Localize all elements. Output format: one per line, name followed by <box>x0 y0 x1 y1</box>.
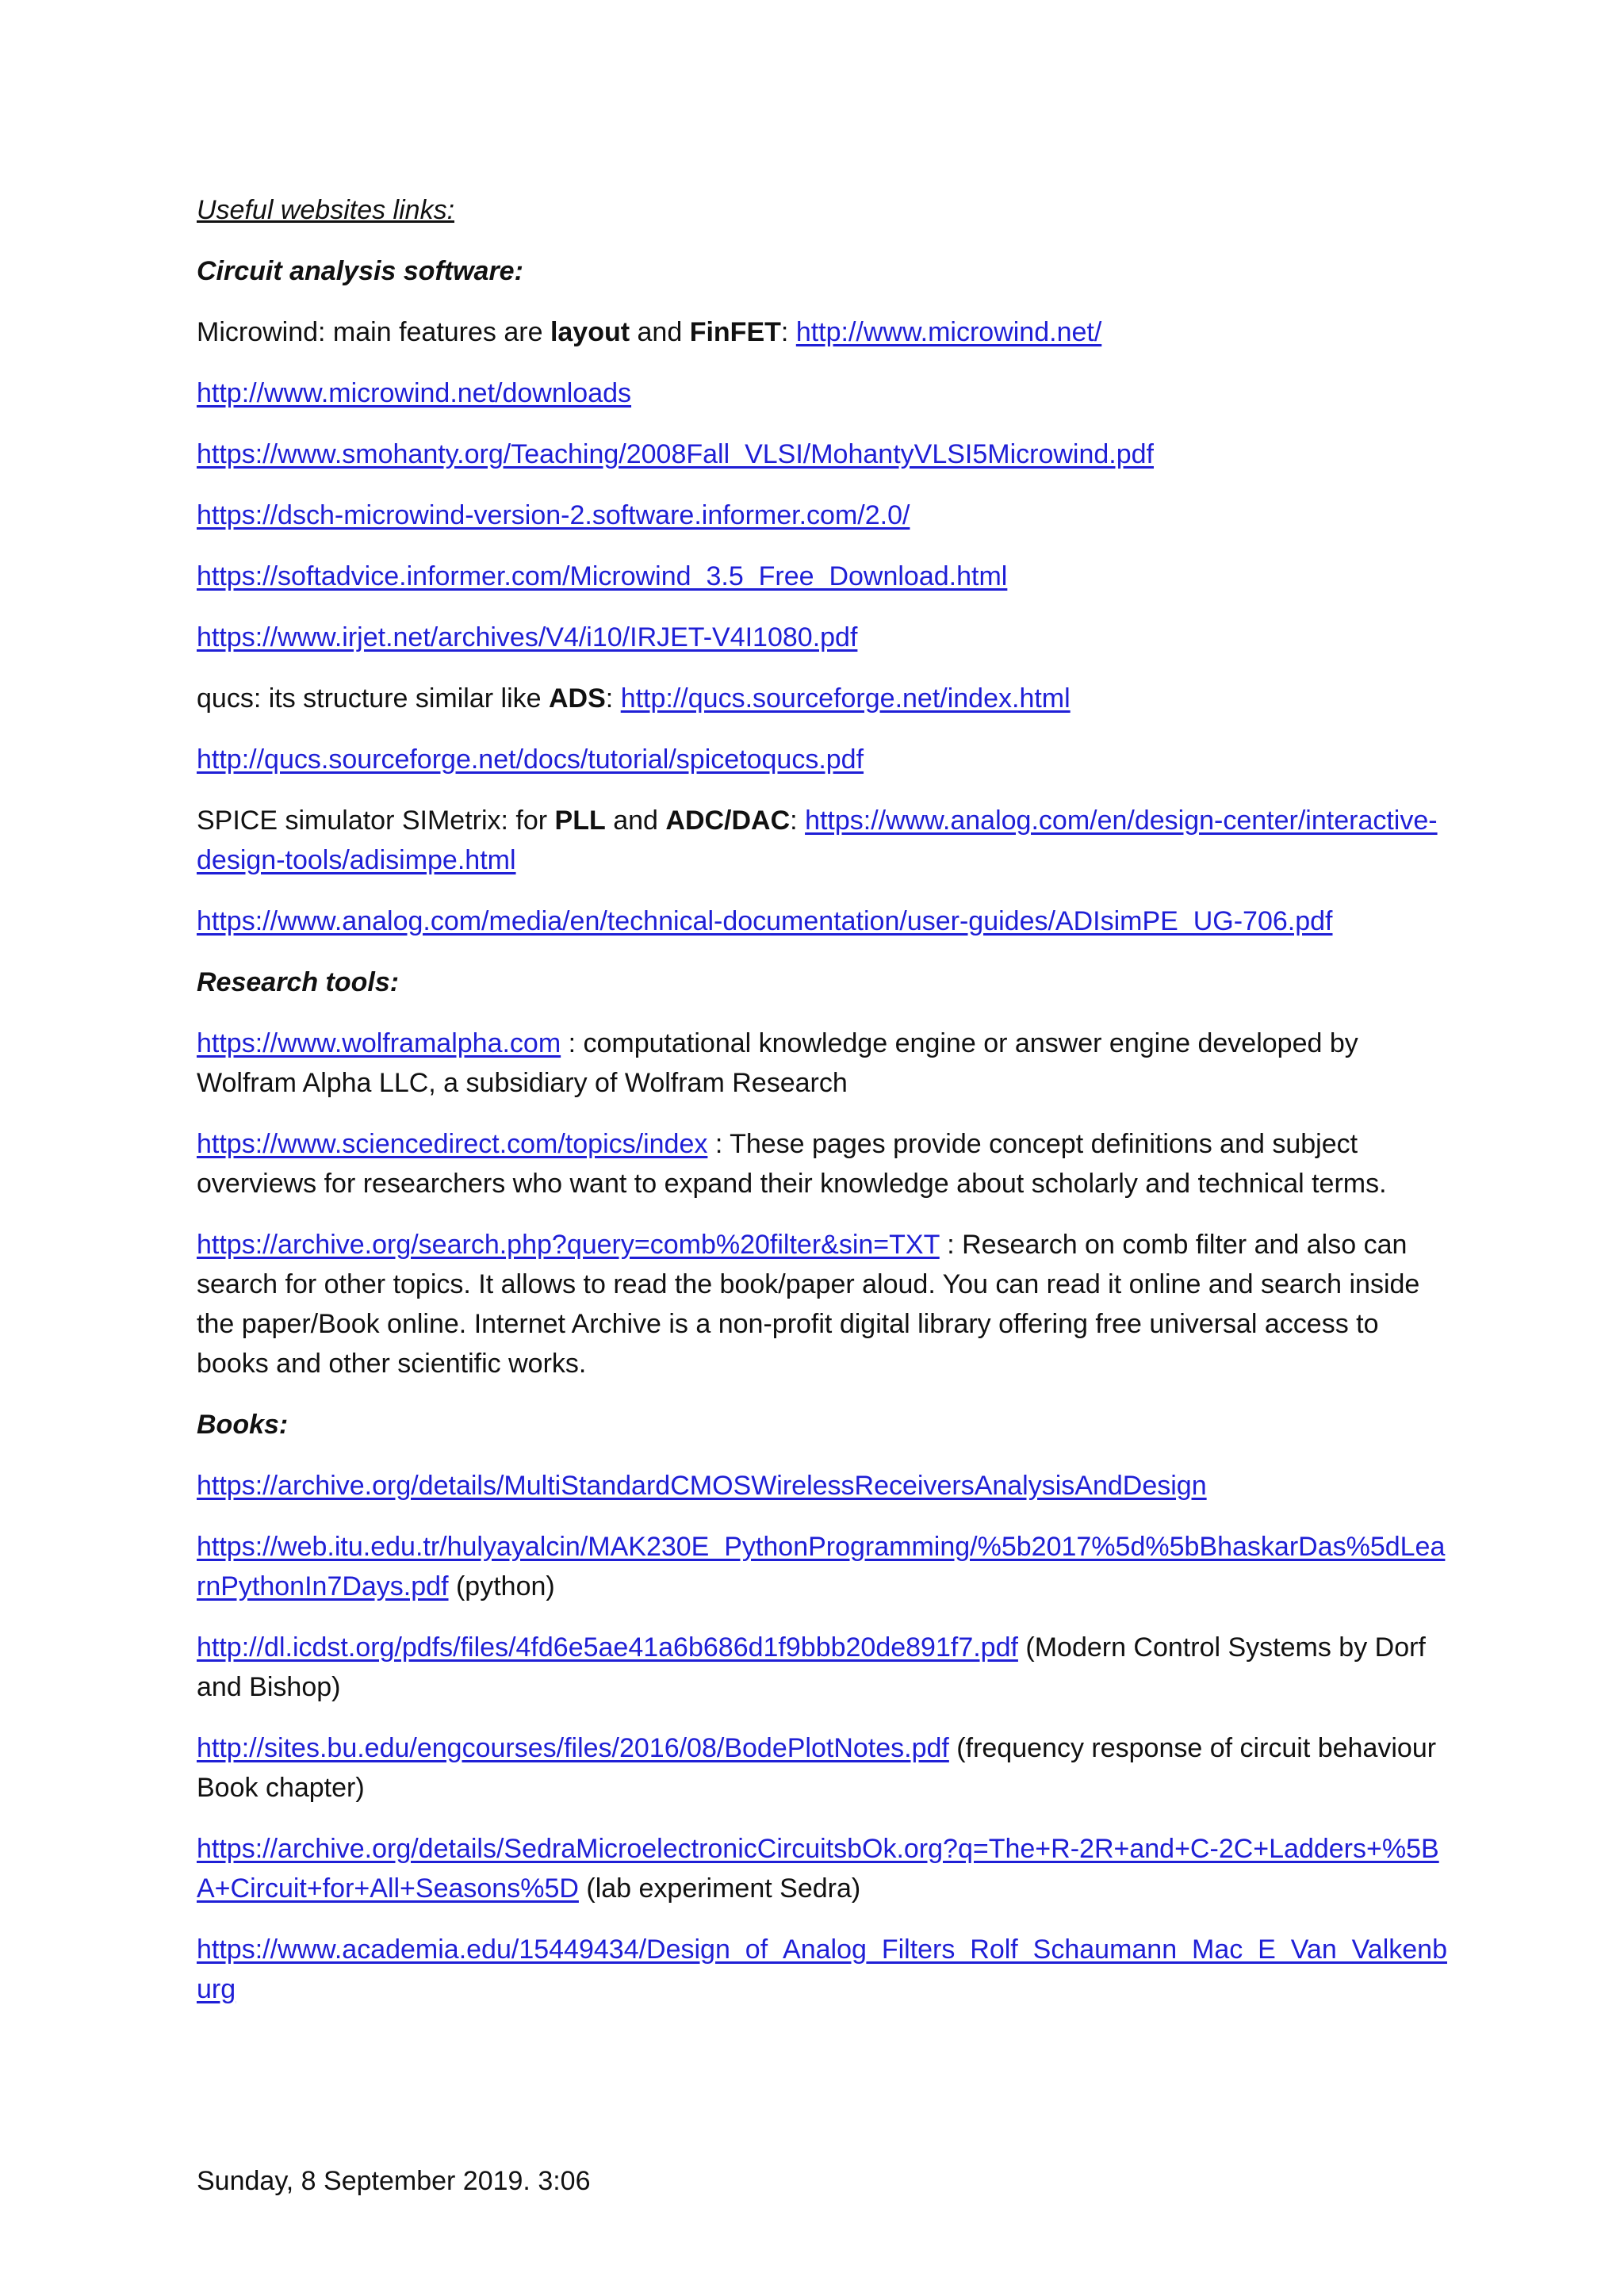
qucs-prefix: qucs: its structure similar like <box>197 683 549 714</box>
research-description: : Research on comb filter and also can search for other topics. It allows to read the book/paper aloud. You can read it online and search inside the paper/Book online. Internet Archive is a non-profit digital library offering free universal access to books and other scientific works. <box>197 1230 1420 1379</box>
microwind-prefix: Microwind: main features are <box>197 317 550 347</box>
spice-bold-adcdac: ADC/DAC <box>665 806 791 836</box>
qucs-line <box>197 679 1450 718</box>
book-item <box>197 1628 1450 1707</box>
qucs-tutorial-link[interactable]: http://qucs.sourceforge.net/docs/tutorial/spicetoqucs.pdf <box>197 744 864 775</box>
list-item <box>197 557 1450 596</box>
book-sedra-link[interactable]: https://archive.org/details/SedraMicroelectronicCircuitsbOk.org?q=The+R-2R+and+C-2C+Ladders+%5BA+Circuit+for+All+Seasons%5D <box>197 1834 1439 1904</box>
book-cmos-receivers-link[interactable]: https://archive.org/details/MultiStandardCMOSWirelessReceiversAnalysisAndDesign <box>197 1471 1207 1501</box>
microwind-mid: and <box>630 317 690 347</box>
book-note: (lab experiment Sedra) <box>578 1873 861 1904</box>
spice-mid: and <box>605 806 666 836</box>
book-item <box>197 1728 1450 1808</box>
softadvice-link[interactable]: https://softadvice.informer.com/Microwind_3.5_Free_Download.html <box>197 561 1008 591</box>
spice-prefix: SPICE simulator SIMetrix: for <box>197 806 555 836</box>
qucs-index-link[interactable]: http://qucs.sourceforge.net/index.html <box>620 683 1071 714</box>
book-note: (frequency response of circuit behaviour Book chapter) <box>197 1733 1437 1803</box>
qucs-bold-ads: ADS <box>549 683 606 714</box>
page-heading: Useful websites links: <box>197 195 455 225</box>
archive-search-link[interactable]: https://archive.org/search.php?query=comb%20filter&sin=TXT <box>197 1230 940 1260</box>
book-control-systems-link[interactable]: http://dl.icdst.org/pdfs/files/4fd6e5ae41a6b686d1f9bbb20de891f7.pdf <box>197 1632 1018 1663</box>
wolframalpha-link[interactable]: https://www.wolframalpha.com <box>197 1028 561 1058</box>
spice-line <box>197 801 1450 880</box>
list-item <box>197 740 1450 779</box>
research-item <box>197 1225 1450 1383</box>
book-item <box>197 1930 1450 2009</box>
book-analog-filters-link[interactable]: https://www.academia.edu/15449434/Design_of_Analog_Filters_Rolf_Schaumann_Mac_E_Van_Valkenburg <box>197 1934 1447 2004</box>
adisimpe-guide-link[interactable]: https://www.analog.com/media/en/technical-documentation/user-guides/ADIsimPE_UG-706.pdf <box>197 906 1333 936</box>
microwind-downloads-link[interactable]: http://www.microwind.net/downloads <box>197 378 632 408</box>
research-item <box>197 1024 1450 1103</box>
section-circuit-heading: Circuit analysis software: <box>197 256 523 286</box>
book-item <box>197 1466 1450 1506</box>
book-item <box>197 1829 1450 1908</box>
dsch-microwind-link[interactable]: https://dsch-microwind-version-2.software.informer.com/2.0/ <box>197 500 910 530</box>
irjet-link[interactable]: https://www.irjet.net/archives/V4/i10/IRJET-V4I1080.pdf <box>197 622 858 652</box>
microwind-link[interactable]: http://www.microwind.net/ <box>795 317 1102 347</box>
book-bodeplot-link[interactable]: http://sites.bu.edu/engcourses/files/2016/08/BodePlotNotes.pdf <box>197 1733 949 1763</box>
section-research-heading: Research tools: <box>197 967 400 997</box>
adisimpe-link[interactable]: https://www.analog.com/en/design-center/interactive-design-tools/adisimpe.html <box>197 806 1438 875</box>
microwind-bold-layout: layout <box>550 317 630 347</box>
smohanty-link[interactable]: https://www.smohanty.org/Teaching/2008Fall_VLSI/MohantyVLSI5Microwind.pdf <box>197 439 1154 469</box>
list-item <box>197 496 1450 535</box>
list-item <box>197 901 1450 941</box>
microwind-colon: : <box>780 317 796 347</box>
qucs-colon: : <box>605 683 621 714</box>
document-body <box>197 190 1450 2030</box>
sciencedirect-link[interactable]: https://www.sciencedirect.com/topics/index <box>197 1129 708 1159</box>
book-python-link[interactable]: https://web.itu.edu.tr/hulyayalcin/MAK230E_PythonProgramming/%5b2017%5d%5bBhaskarDas%5dLearnPythonIn7Days.pdf <box>197 1532 1446 1601</box>
book-note: (python) <box>448 1571 555 1601</box>
list-item <box>197 373 1450 413</box>
microwind-bold-finfet: FinFET <box>689 317 781 347</box>
list-item <box>197 434 1450 474</box>
research-description: : computational knowledge engine or answer engine developed by Wolfram Alpha LLC, a subsidiary of Wolfram Research <box>197 1028 1358 1098</box>
footer-date: Sunday, 8 September 2019. 3:06 <box>197 2166 591 2196</box>
spice-colon: : <box>790 806 806 836</box>
microwind-line <box>197 312 1450 352</box>
book-item <box>197 1527 1450 1606</box>
spice-bold-pll: PLL <box>554 806 606 836</box>
book-note: (Modern Control Systems by Dorf and Bishop) <box>197 1632 1426 1702</box>
research-item <box>197 1124 1450 1203</box>
list-item <box>197 618 1450 657</box>
section-books-heading: Books: <box>197 1410 289 1440</box>
research-description: : These pages provide concept definitions and subject overviews for researchers who want to expand their knowledge about scholarly and technical terms. <box>197 1129 1387 1199</box>
